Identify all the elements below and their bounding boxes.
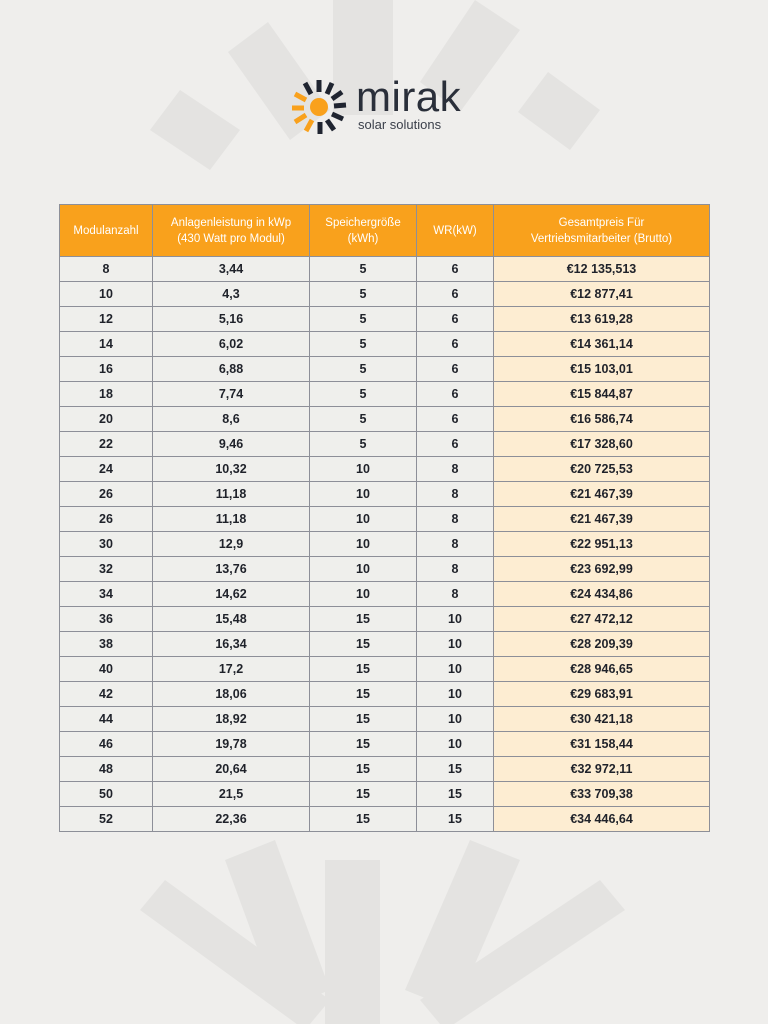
cell-storage-size: 10 [310,482,417,507]
cell-inverter: 8 [417,582,494,607]
cell-system-output: 18,92 [153,707,310,732]
cell-inverter: 8 [417,507,494,532]
table-row [60,282,710,307]
cell-inverter: 6 [417,307,494,332]
cell-system-output: 19,78 [153,732,310,757]
cell-storage-size: 5 [310,432,417,457]
cell-module-count: 48 [60,757,153,782]
cell-inverter: 6 [417,257,494,282]
cell-module-count: 30 [60,532,153,557]
cell-inverter: 6 [417,357,494,382]
cell-storage-size: 10 [310,557,417,582]
table-row [60,457,710,482]
cell-system-output: 14,62 [153,582,310,607]
table-row [60,632,710,657]
cell-total-price: €28 946,65 [494,657,710,682]
header-line: Speichergröße [325,216,401,229]
table-row [60,707,710,732]
brand-tagline: solar solutions [358,117,442,132]
cell-storage-size: 10 [310,457,417,482]
cell-total-price: €12 877,41 [494,282,710,307]
header-total-price [494,205,710,257]
header-line: (kWh) [347,232,379,245]
table-row [60,482,710,507]
table-row [60,782,710,807]
cell-storage-size: 15 [310,682,417,707]
cell-system-output: 4,3 [153,282,310,307]
cell-total-price: €29 683,91 [494,682,710,707]
cell-module-count: 26 [60,482,153,507]
cell-system-output: 18,06 [153,682,310,707]
cell-total-price: €32 972,11 [494,757,710,782]
price-table [59,204,710,832]
cell-total-price: €30 421,18 [494,707,710,732]
cell-total-price: €12 135,513 [494,257,710,282]
cell-inverter: 6 [417,432,494,457]
cell-module-count: 24 [60,457,153,482]
cell-storage-size: 15 [310,782,417,807]
cell-total-price: €34 446,64 [494,807,710,832]
cell-storage-size: 5 [310,407,417,432]
header-inverter [417,205,494,257]
cell-module-count: 38 [60,632,153,657]
cell-system-output: 17,2 [153,657,310,682]
cell-system-output: 8,6 [153,407,310,432]
header-storage-size [310,205,417,257]
cell-system-output: 12,9 [153,532,310,557]
cell-system-output: 5,16 [153,307,310,332]
cell-system-output: 10,32 [153,457,310,482]
table-row [60,732,710,757]
table-row [60,307,710,332]
cell-module-count: 18 [60,382,153,407]
cell-storage-size: 15 [310,632,417,657]
cell-system-output: 11,18 [153,482,310,507]
cell-module-count: 44 [60,707,153,732]
cell-inverter: 10 [417,632,494,657]
cell-inverter: 8 [417,457,494,482]
table-row [60,807,710,832]
cell-system-output: 7,74 [153,382,310,407]
cell-system-output: 13,76 [153,557,310,582]
cell-storage-size: 5 [310,307,417,332]
cell-storage-size: 5 [310,332,417,357]
brand-logo [290,73,490,138]
cell-storage-size: 15 [310,807,417,832]
table-header [60,205,710,257]
cell-total-price: €15 844,87 [494,382,710,407]
cell-total-price: €14 361,14 [494,332,710,357]
cell-inverter: 8 [417,482,494,507]
cell-module-count: 16 [60,357,153,382]
cell-storage-size: 10 [310,507,417,532]
cell-system-output: 22,36 [153,807,310,832]
cell-total-price: €31 158,44 [494,732,710,757]
cell-module-count: 20 [60,407,153,432]
sun-burst-icon [290,78,348,136]
cell-storage-size: 10 [310,582,417,607]
table-row [60,682,710,707]
cell-inverter: 15 [417,807,494,832]
brand-name: mirak [356,73,462,120]
cell-total-price: €24 434,86 [494,582,710,607]
cell-inverter: 10 [417,657,494,682]
cell-total-price: €22 951,13 [494,532,710,557]
cell-storage-size: 15 [310,657,417,682]
cell-inverter: 6 [417,382,494,407]
cell-storage-size: 5 [310,257,417,282]
table-row [60,607,710,632]
table-body [60,257,710,832]
cell-inverter: 10 [417,707,494,732]
table-row [60,757,710,782]
header-module-count [60,205,153,257]
table-header-row [60,205,710,257]
cell-total-price: €21 467,39 [494,482,710,507]
cell-system-output: 20,64 [153,757,310,782]
table-row [60,657,710,682]
cell-module-count: 22 [60,432,153,457]
cell-inverter: 15 [417,782,494,807]
cell-total-price: €27 472,12 [494,607,710,632]
cell-module-count: 32 [60,557,153,582]
cell-total-price: €20 725,53 [494,457,710,482]
cell-module-count: 14 [60,332,153,357]
table-row [60,382,710,407]
cell-module-count: 40 [60,657,153,682]
cell-total-price: €28 209,39 [494,632,710,657]
table-row [60,532,710,557]
cell-module-count: 10 [60,282,153,307]
header-line: Modulanzahl [73,224,139,237]
cell-inverter: 10 [417,682,494,707]
cell-inverter: 10 [417,732,494,757]
cell-inverter: 6 [417,407,494,432]
cell-module-count: 34 [60,582,153,607]
cell-module-count: 52 [60,807,153,832]
cell-module-count: 36 [60,607,153,632]
cell-module-count: 8 [60,257,153,282]
cell-module-count: 50 [60,782,153,807]
cell-system-output: 21,5 [153,782,310,807]
cell-system-output: 3,44 [153,257,310,282]
cell-system-output: 9,46 [153,432,310,457]
cell-total-price: €16 586,74 [494,407,710,432]
cell-storage-size: 15 [310,732,417,757]
header-system-output [153,205,310,257]
cell-total-price: €17 328,60 [494,432,710,457]
cell-total-price: €23 692,99 [494,557,710,582]
cell-storage-size: 15 [310,707,417,732]
cell-storage-size: 5 [310,282,417,307]
table-row [60,557,710,582]
cell-storage-size: 5 [310,382,417,407]
cell-system-output: 6,02 [153,332,310,357]
header-line: Vertriebsmitarbeiter (Brutto) [530,232,673,245]
table-row [60,357,710,382]
header-line: Anlagenleistung in kWp [170,216,292,229]
cell-module-count: 26 [60,507,153,532]
header-line: WR(kW) [433,224,477,237]
cell-inverter: 8 [417,532,494,557]
cell-system-output: 15,48 [153,607,310,632]
cell-module-count: 46 [60,732,153,757]
header-line: (430 Watt pro Modul) [177,232,285,245]
cell-module-count: 12 [60,307,153,332]
cell-total-price: €13 619,28 [494,307,710,332]
cell-system-output: 6,88 [153,357,310,382]
cell-inverter: 8 [417,557,494,582]
cell-system-output: 11,18 [153,507,310,532]
cell-inverter: 6 [417,332,494,357]
cell-inverter: 6 [417,282,494,307]
table-row [60,582,710,607]
cell-module-count: 42 [60,682,153,707]
cell-storage-size: 5 [310,357,417,382]
table-row [60,407,710,432]
header-line: Gesamtpreis Für [558,216,645,229]
cell-system-output: 16,34 [153,632,310,657]
table-row [60,332,710,357]
table-row [60,507,710,532]
cell-total-price: €33 709,38 [494,782,710,807]
cell-storage-size: 10 [310,532,417,557]
cell-storage-size: 15 [310,757,417,782]
table-row [60,257,710,282]
table-row [60,432,710,457]
cell-inverter: 15 [417,757,494,782]
cell-storage-size: 15 [310,607,417,632]
cell-inverter: 10 [417,607,494,632]
cell-total-price: €21 467,39 [494,507,710,532]
cell-total-price: €15 103,01 [494,357,710,382]
